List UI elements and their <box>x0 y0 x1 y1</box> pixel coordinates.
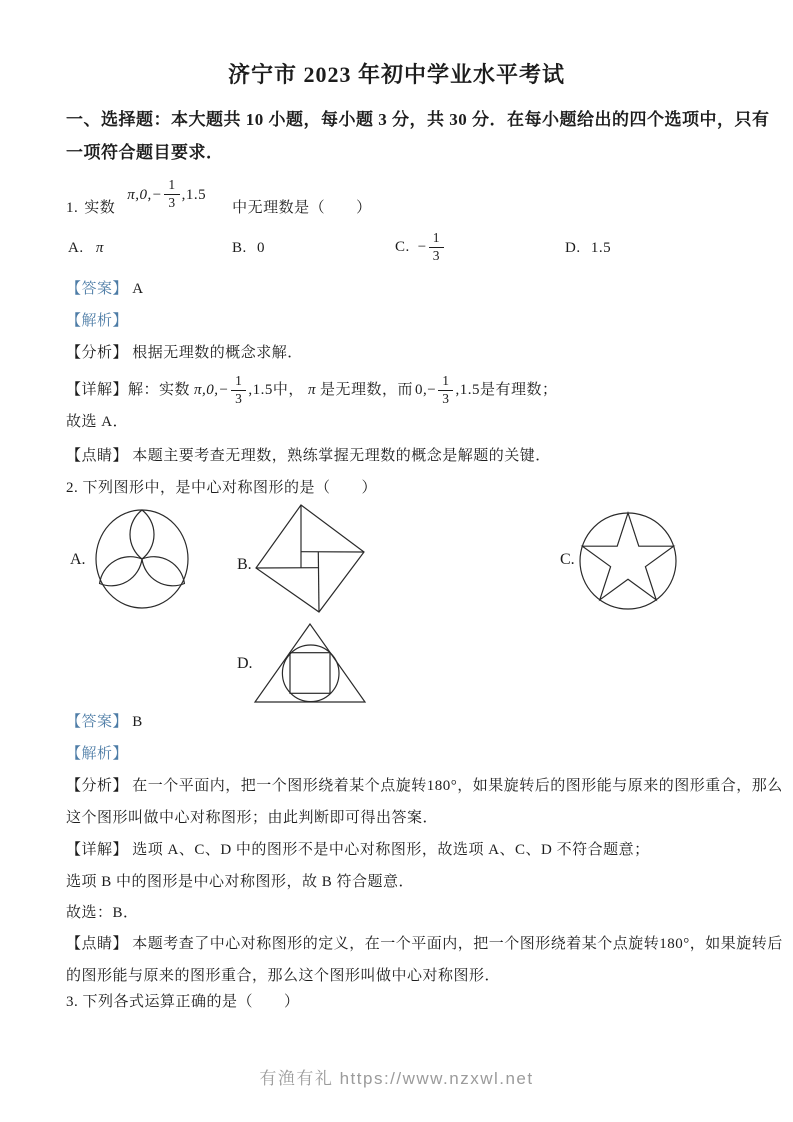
question-1-stem-pre: 实数 <box>84 200 116 216</box>
section-heading-line2: 一项符合题目要求． <box>66 143 224 162</box>
q1-answer-value: A <box>132 281 144 297</box>
option-d: D. 1.5 <box>565 240 612 256</box>
q2-xiangjie-line2: 选项 B 中的图形是中心对称图形，故 B 符合题意． <box>66 874 415 890</box>
q2-answer-value: B <box>132 714 143 730</box>
question-1-stem-post: 中无理数是（ ） <box>232 200 372 216</box>
figure-b-label: B. <box>237 556 252 573</box>
section-heading-line1: 一、选择题：本大题共 10 小题，每小题 3 分，共 30 分．在每小题给出的四个选项中，只有 <box>66 110 770 129</box>
q1-dianjing-line: 【点睛】 本题主要考查无理数，熟练掌握无理数的概念是解题的关键． <box>66 448 551 464</box>
question-1-stem <box>66 170 372 218</box>
formula-pi-list: π,0,− <box>127 186 163 203</box>
fraction-one-third: $\frac{1}{3}$ <box>429 230 444 265</box>
fraction-one-third: $\frac{1}{3}$ <box>164 177 179 212</box>
fraction-one-third: $\frac{1}{3}$ <box>231 373 246 408</box>
q2-dianjing-line2: 的图形能与原来的图形重合，那么这个图形叫做中心对称图形． <box>66 968 501 984</box>
q1-guxuan-line: 故选 A． <box>66 414 129 430</box>
option-b: B. 0 <box>232 240 266 256</box>
figure-a-label: A. <box>70 551 86 568</box>
q1-fenxi-line: 【分析】 根据无理数的概念求解． <box>66 345 303 361</box>
xiangjie-bracket-label: 【详解】 <box>66 842 129 858</box>
question-3-stem: 3. 下列各式运算正确的是（ ） <box>66 994 300 1010</box>
question-1-formula: π,0,− $\frac{1}{3}$ ,1.5 <box>127 177 207 211</box>
fenxi-bracket-label: 【分析】 <box>66 778 129 794</box>
q1-jiexi-line <box>66 311 128 331</box>
q2-guxuan-line: 故选：B． <box>66 905 139 921</box>
figure-c-star-in-circle <box>578 511 678 612</box>
jiexi-bracket-label: 【解析】 <box>66 746 129 762</box>
option-a: A. π <box>68 240 104 256</box>
dianjing-bracket-label: 【点睛】 <box>66 448 129 464</box>
page-title: 济宁市 2023 年初中学业水平考试 <box>227 62 565 87</box>
jiexi-bracket-label: 【解析】 <box>66 313 129 329</box>
fraction-one-third: $\frac{1}{3}$ <box>438 373 453 408</box>
q1-answer-line <box>66 279 144 299</box>
fenxi-bracket-label: 【分析】 <box>66 345 129 361</box>
q2-fenxi-line1: 【分析】 在一个平面内，把一个图形绕着某个点旋转180°，如果旋转后的图形能与原来的图形重合，那么 <box>66 778 783 794</box>
question-1-number: 1. <box>66 200 79 216</box>
figure-c-label: C. <box>560 551 575 568</box>
q2-jiexi-line <box>66 744 128 764</box>
footer-watermark: 有渔有礼 https://www.nzxwl.net <box>259 1069 534 1088</box>
figure-d-triangle-circle-square <box>250 618 370 706</box>
q2-fenxi-line2: 这个图形叫做中心对称图形；由此判断即可得出答案． <box>66 810 439 826</box>
answer-bracket-label: 【答案】 <box>66 714 129 730</box>
dianjing-bracket-label: 【点睛】 <box>66 936 129 952</box>
q2-xiangjie-line1: 【详解】 选项 A、C、D 中的图形不是中心对称图形，故选项 A、C、D 不符合题意； <box>66 842 650 858</box>
q1-xiangjie-line: 【详解】 解：实数 π,0,− $\frac{1}{3}$ ,1.5 中， π 是无理数，而 0,− $\frac{1}{3}$ ,1.5 是有理数； <box>66 372 558 406</box>
figure-a-trefoil-circle <box>94 508 190 610</box>
question-2-stem: 2. 下列图形中，是中心对称图形的是（ ） <box>66 480 378 496</box>
figure-b-pinwheel-square <box>248 498 370 618</box>
figure-d-label: D. <box>237 655 253 672</box>
q2-answer-line <box>66 712 143 732</box>
xiangjie-bracket-label: 【详解】 <box>66 382 129 398</box>
option-c: C. − $\frac{1}{3}$ <box>395 226 446 268</box>
answer-bracket-label: 【答案】 <box>66 281 129 297</box>
q2-dianjing-line1: 【点睛】 本题考查了中心对称图形的定义，在一个平面内，把一个图形绕着某个点旋转180°，如果旋转后 <box>66 936 783 952</box>
